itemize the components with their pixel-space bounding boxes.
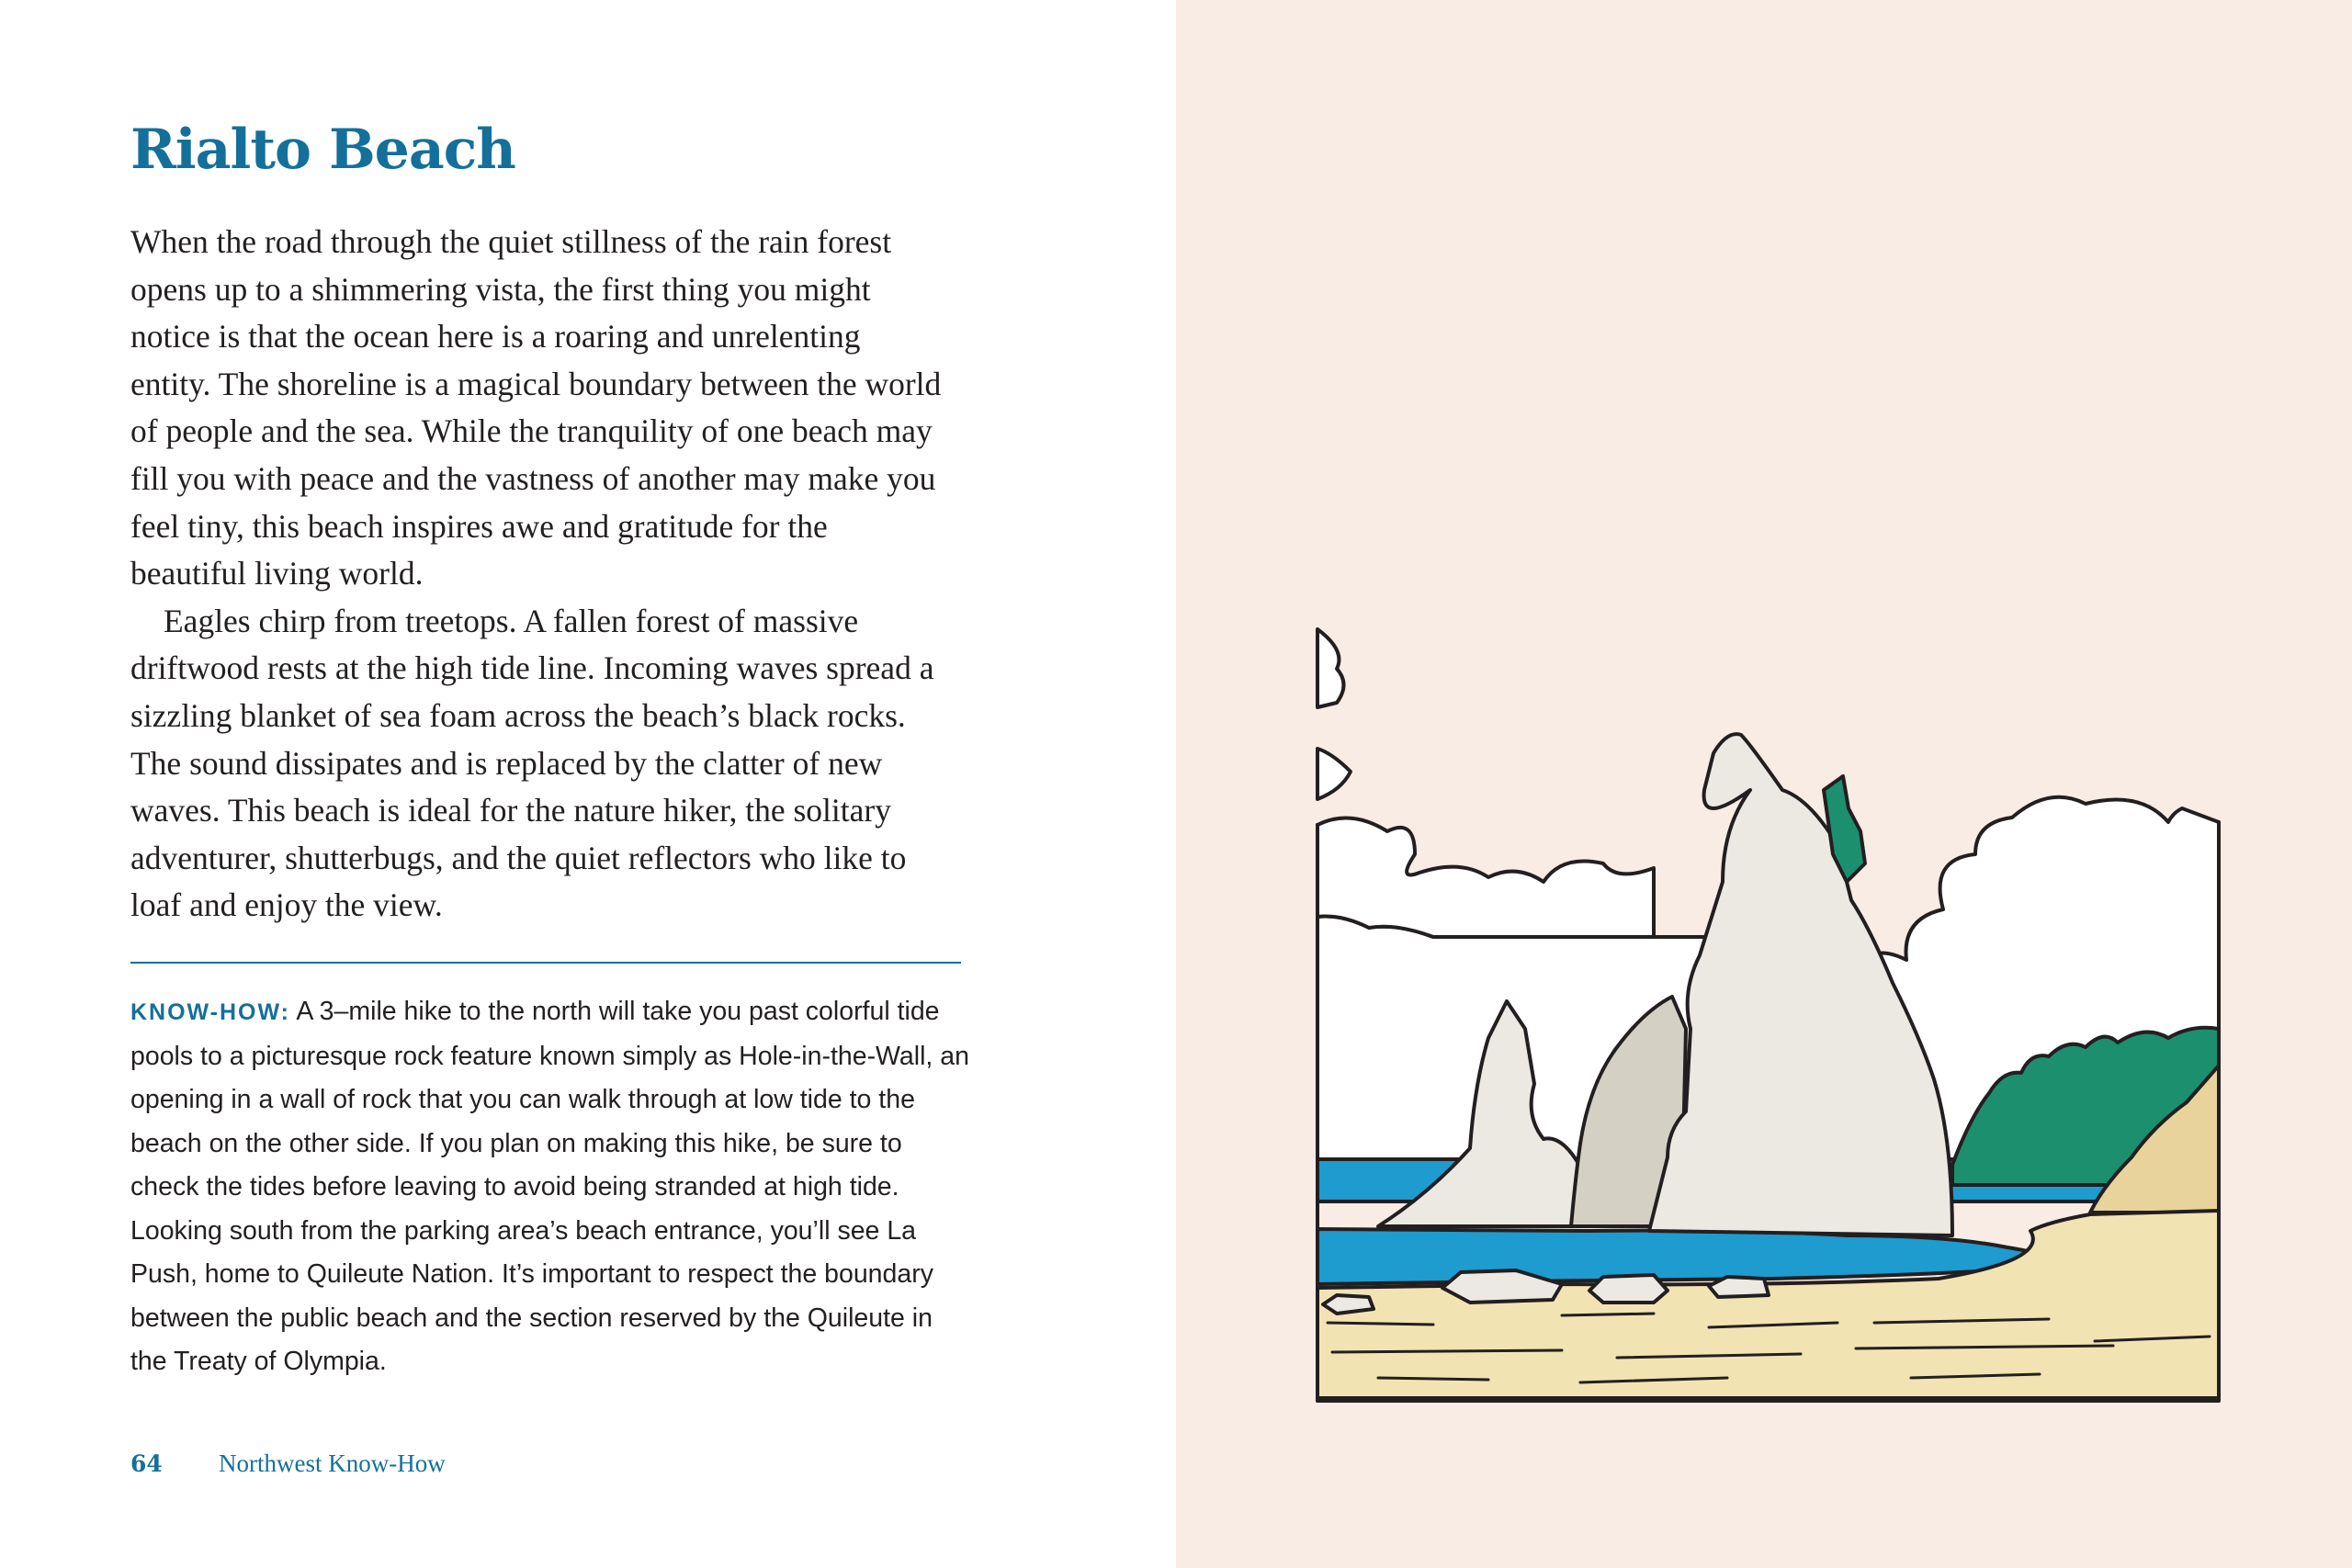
page-number: 64 bbox=[130, 1450, 163, 1477]
knowhow-label: KNOW-HOW: bbox=[130, 999, 290, 1025]
sea-stack-illustration bbox=[1286, 606, 2242, 1415]
paragraph-2: Eagles chirp from treetops. A fallen forest of massive driftwood rests at the high tide line. Incoming waves spread a sizzling blanket of sea foam across the beach’s black rocks. The sound dissipates and is replaced by the clatter of new waves. This beach is ideal for the nature hiker, the solitary adventurer, shutterbugs, and the quiet reflectors who like to loaf and enjoy the view. bbox=[130, 602, 934, 924]
page-title: Rialto Beach bbox=[130, 118, 515, 182]
beach-rock-2 bbox=[1589, 1275, 1668, 1303]
cloud-left-small-1 bbox=[1317, 629, 1344, 707]
knowhow-box bbox=[130, 990, 971, 1384]
paragraph-1: When the road through the quiet stillness of the rain forest opens up to a shimmering vista, the first thing you might notice is that the ocean here is a roaring and unrelenting entity. The shoreline is a magical boundary between the world of people and the sea. While the tranquility of one beach may fill you with peace and the vastness of another may make you feel tiny, this beach inspires awe and gratitude for the beautiful living world. bbox=[130, 223, 942, 592]
cloud-left bbox=[1317, 818, 1654, 937]
body-text bbox=[130, 219, 948, 930]
running-title: Northwest Know-How bbox=[219, 1450, 446, 1477]
beach-rock-3 bbox=[1709, 1277, 1769, 1297]
beach-rock-4 bbox=[1323, 1295, 1374, 1314]
knowhow-text: A 3–mile hike to the north will take you past colorful tide pools to a picturesque rock feature known simply as Hole-in-the-Wall, an opening in a wall of rock that you can walk through at low tide to the beach on the other side. If you plan on making this hike, be sure to check the tides before leaving to avoid being stranded at high tide. Looking south from the parking area’s beach entrance, you’ll see La Push, home to Quileute Nation. It’s important to respect the boundary between the public beach and the section reserved by the Quileute in the Treaty of Olympia. bbox=[130, 997, 969, 1376]
page-footer bbox=[130, 1450, 446, 1478]
cloud-left-small-2 bbox=[1317, 749, 1351, 799]
section-divider bbox=[130, 962, 961, 964]
